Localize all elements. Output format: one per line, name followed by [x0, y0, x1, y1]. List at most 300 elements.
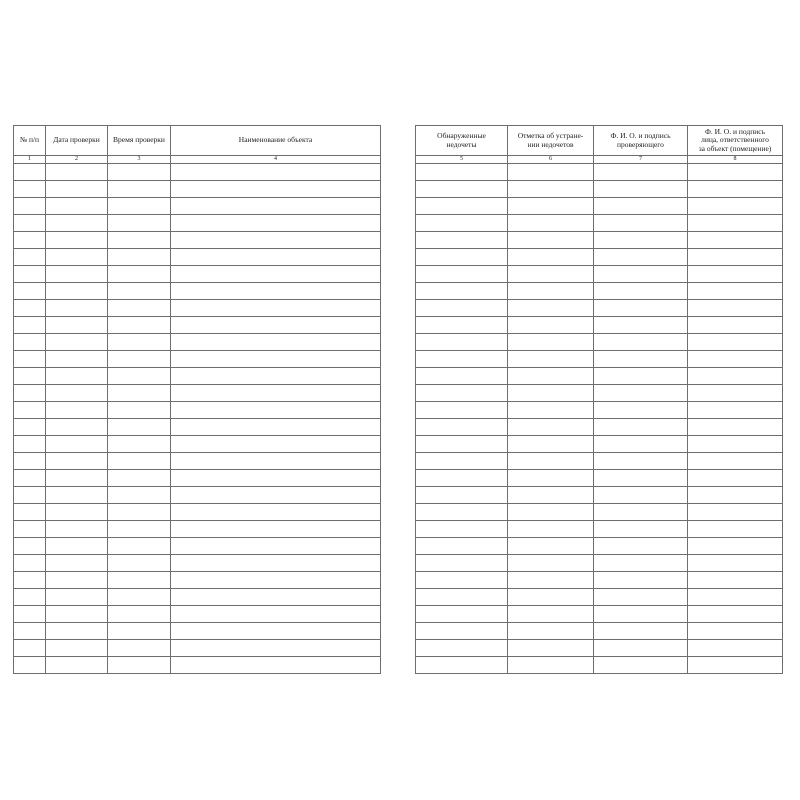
- table-row: [14, 198, 381, 215]
- table-cell: [171, 402, 381, 419]
- table-cell: [594, 385, 688, 402]
- table-cell: [688, 215, 783, 232]
- table-row: [14, 334, 381, 351]
- table-cell: [14, 181, 46, 198]
- left-page-body: [14, 164, 381, 674]
- table-cell: [171, 181, 381, 198]
- table-row: [416, 453, 783, 470]
- table-cell: [416, 164, 508, 181]
- col-defects-fixed-header: Отметка об устране- нии недочетов: [508, 126, 594, 156]
- table-row: [14, 470, 381, 487]
- table-cell: [508, 623, 594, 640]
- column-index: 2: [46, 156, 108, 164]
- table-row: [416, 504, 783, 521]
- table-cell: [508, 504, 594, 521]
- table-cell: [171, 470, 381, 487]
- table-cell: [508, 419, 594, 436]
- table-cell: [108, 657, 171, 674]
- table-cell: [171, 249, 381, 266]
- table-cell: [688, 504, 783, 521]
- col-check-time-header: Время проверки: [108, 126, 171, 156]
- table-row: [416, 640, 783, 657]
- table-cell: [108, 368, 171, 385]
- table-cell: [508, 402, 594, 419]
- table-row: [14, 266, 381, 283]
- table-cell: [508, 317, 594, 334]
- table-cell: [416, 300, 508, 317]
- table-cell: [108, 198, 171, 215]
- table-cell: [416, 198, 508, 215]
- table-row: [416, 538, 783, 555]
- table-row: [14, 368, 381, 385]
- table-cell: [688, 589, 783, 606]
- table-cell: [508, 555, 594, 572]
- table-row: [14, 606, 381, 623]
- table-row: [416, 419, 783, 436]
- table-row: [416, 623, 783, 640]
- left-page-table: [13, 125, 381, 674]
- table-cell: [594, 300, 688, 317]
- table-cell: [108, 589, 171, 606]
- table-cell: [508, 589, 594, 606]
- table-row: [14, 555, 381, 572]
- table-cell: [416, 402, 508, 419]
- table-cell: [108, 453, 171, 470]
- table-cell: [688, 487, 783, 504]
- table-cell: [688, 470, 783, 487]
- table-cell: [594, 623, 688, 640]
- table-cell: [594, 555, 688, 572]
- table-cell: [508, 334, 594, 351]
- table-cell: [416, 606, 508, 623]
- table-row: [416, 181, 783, 198]
- table-cell: [46, 249, 108, 266]
- table-cell: [594, 572, 688, 589]
- table-cell: [46, 198, 108, 215]
- table-row: [14, 300, 381, 317]
- table-cell: [14, 589, 46, 606]
- table-cell: [171, 385, 381, 402]
- table-cell: [14, 521, 46, 538]
- table-row: [416, 521, 783, 538]
- table-cell: [46, 657, 108, 674]
- table-cell: [14, 640, 46, 657]
- table-cell: [688, 419, 783, 436]
- table-cell: [171, 368, 381, 385]
- table-cell: [46, 606, 108, 623]
- table-cell: [416, 572, 508, 589]
- table-cell: [508, 164, 594, 181]
- table-row: [416, 249, 783, 266]
- table-cell: [594, 215, 688, 232]
- header-row: [416, 126, 783, 156]
- table-cell: [108, 606, 171, 623]
- table-cell: [416, 419, 508, 436]
- table-cell: [46, 283, 108, 300]
- table-cell: [171, 589, 381, 606]
- table-cell: [508, 640, 594, 657]
- table-row: [416, 232, 783, 249]
- table-row: [416, 572, 783, 589]
- table-row: [416, 487, 783, 504]
- table-cell: [171, 436, 381, 453]
- column-number-row: [14, 156, 381, 164]
- table-cell: [508, 215, 594, 232]
- table-cell: [688, 402, 783, 419]
- table-cell: [14, 538, 46, 555]
- table-cell: [14, 164, 46, 181]
- table-cell: [171, 266, 381, 283]
- table-row: [14, 623, 381, 640]
- table-cell: [108, 232, 171, 249]
- table-cell: [14, 385, 46, 402]
- table-cell: [171, 555, 381, 572]
- col-number-header: № п/п: [14, 126, 46, 156]
- table-cell: [14, 623, 46, 640]
- table-cell: [594, 640, 688, 657]
- table-cell: [171, 419, 381, 436]
- table-cell: [416, 181, 508, 198]
- table-row: [14, 640, 381, 657]
- table-cell: [108, 283, 171, 300]
- table-cell: [46, 453, 108, 470]
- table-cell: [594, 181, 688, 198]
- table-cell: [14, 487, 46, 504]
- table-cell: [108, 521, 171, 538]
- table-cell: [171, 538, 381, 555]
- table-cell: [46, 368, 108, 385]
- table-cell: [688, 283, 783, 300]
- table-cell: [688, 266, 783, 283]
- table-cell: [46, 504, 108, 521]
- table-cell: [416, 623, 508, 640]
- table-cell: [171, 215, 381, 232]
- table-cell: [14, 419, 46, 436]
- table-cell: [171, 606, 381, 623]
- column-index: 5: [416, 156, 508, 164]
- table-cell: [688, 232, 783, 249]
- table-cell: [171, 572, 381, 589]
- table-cell: [688, 606, 783, 623]
- table-cell: [508, 572, 594, 589]
- table-cell: [171, 657, 381, 674]
- table-cell: [46, 589, 108, 606]
- column-number-row: [416, 156, 783, 164]
- table-row: [416, 215, 783, 232]
- table-cell: [416, 521, 508, 538]
- table-row: [14, 521, 381, 538]
- table-cell: [416, 640, 508, 657]
- table-cell: [171, 164, 381, 181]
- table-cell: [416, 487, 508, 504]
- table-row: [14, 385, 381, 402]
- table-cell: [46, 232, 108, 249]
- table-cell: [14, 453, 46, 470]
- table-cell: [14, 657, 46, 674]
- table-cell: [594, 334, 688, 351]
- table-cell: [108, 538, 171, 555]
- table-row: [14, 453, 381, 470]
- column-index: 7: [594, 156, 688, 164]
- table-cell: [416, 538, 508, 555]
- table-cell: [14, 572, 46, 589]
- table-cell: [416, 589, 508, 606]
- table-cell: [46, 317, 108, 334]
- table-cell: [508, 249, 594, 266]
- table-cell: [688, 198, 783, 215]
- table-cell: [508, 283, 594, 300]
- table-cell: [46, 164, 108, 181]
- column-index: 1: [14, 156, 46, 164]
- table-cell: [14, 555, 46, 572]
- table-cell: [688, 572, 783, 589]
- table-cell: [508, 351, 594, 368]
- table-cell: [508, 198, 594, 215]
- table-cell: [416, 334, 508, 351]
- table-cell: [508, 300, 594, 317]
- table-cell: [108, 504, 171, 521]
- column-index: 4: [171, 156, 381, 164]
- table-row: [416, 657, 783, 674]
- table-row: [14, 419, 381, 436]
- table-cell: [508, 385, 594, 402]
- table-cell: [46, 555, 108, 572]
- table-cell: [46, 419, 108, 436]
- table-cell: [14, 368, 46, 385]
- table-cell: [108, 419, 171, 436]
- table-cell: [14, 232, 46, 249]
- table-cell: [594, 436, 688, 453]
- table-cell: [14, 266, 46, 283]
- table-cell: [594, 470, 688, 487]
- table-cell: [688, 640, 783, 657]
- table-cell: [688, 351, 783, 368]
- table-cell: [108, 623, 171, 640]
- table-cell: [171, 334, 381, 351]
- column-index: 3: [108, 156, 171, 164]
- table-row: [14, 232, 381, 249]
- table-cell: [171, 453, 381, 470]
- table-cell: [171, 504, 381, 521]
- table-row: [416, 317, 783, 334]
- table-row: [416, 283, 783, 300]
- table-row: [416, 436, 783, 453]
- col-responsible-person-header: Ф. И. О. и подпись лица, ответственного за объект (помещение): [688, 126, 783, 156]
- table-cell: [416, 436, 508, 453]
- table-row: [416, 470, 783, 487]
- table-cell: [508, 232, 594, 249]
- table-row: [14, 317, 381, 334]
- table-cell: [594, 589, 688, 606]
- table-cell: [688, 436, 783, 453]
- table-cell: [416, 657, 508, 674]
- table-cell: [416, 385, 508, 402]
- col-inspector-header: Ф. И. О. и подпись проверяющего: [594, 126, 688, 156]
- table-cell: [594, 657, 688, 674]
- table-cell: [46, 640, 108, 657]
- table-cell: [688, 623, 783, 640]
- table-cell: [688, 657, 783, 674]
- table-cell: [14, 249, 46, 266]
- table-cell: [14, 317, 46, 334]
- column-index: 6: [508, 156, 594, 164]
- table-row: [416, 402, 783, 419]
- table-cell: [108, 640, 171, 657]
- table-cell: [594, 317, 688, 334]
- table-cell: [594, 606, 688, 623]
- table-cell: [46, 436, 108, 453]
- table-cell: [416, 215, 508, 232]
- column-index: 8: [688, 156, 783, 164]
- table-cell: [416, 232, 508, 249]
- table-row: [416, 606, 783, 623]
- table-cell: [688, 300, 783, 317]
- table-cell: [14, 402, 46, 419]
- table-cell: [594, 198, 688, 215]
- table-cell: [171, 198, 381, 215]
- table-cell: [108, 436, 171, 453]
- table-cell: [46, 487, 108, 504]
- table-cell: [171, 521, 381, 538]
- table-cell: [688, 453, 783, 470]
- table-cell: [46, 334, 108, 351]
- table-row: [416, 351, 783, 368]
- table-row: [14, 215, 381, 232]
- table-cell: [46, 572, 108, 589]
- table-cell: [46, 300, 108, 317]
- table-cell: [108, 181, 171, 198]
- table-cell: [46, 351, 108, 368]
- col-object-name-header: Наименование объекта: [171, 126, 381, 156]
- table-cell: [688, 181, 783, 198]
- table-row: [14, 504, 381, 521]
- table-cell: [594, 521, 688, 538]
- table-cell: [594, 249, 688, 266]
- table-row: [14, 283, 381, 300]
- table-cell: [594, 504, 688, 521]
- table-cell: [46, 181, 108, 198]
- table-cell: [416, 266, 508, 283]
- table-cell: [14, 504, 46, 521]
- table-cell: [416, 504, 508, 521]
- table-cell: [108, 470, 171, 487]
- table-cell: [416, 351, 508, 368]
- right-page-body: [416, 164, 783, 674]
- table-cell: [46, 521, 108, 538]
- table-cell: [508, 436, 594, 453]
- table-cell: [508, 538, 594, 555]
- table-cell: [594, 538, 688, 555]
- table-row: [416, 198, 783, 215]
- table-cell: [416, 317, 508, 334]
- table-row: [14, 436, 381, 453]
- table-cell: [46, 385, 108, 402]
- table-row: [416, 300, 783, 317]
- table-row: [14, 538, 381, 555]
- table-cell: [416, 470, 508, 487]
- table-cell: [508, 487, 594, 504]
- table-cell: [594, 419, 688, 436]
- table-cell: [108, 572, 171, 589]
- table-cell: [108, 215, 171, 232]
- col-defects-found-header: Обнаруженные недочеты: [416, 126, 508, 156]
- header-row: [14, 126, 381, 156]
- table-row: [14, 572, 381, 589]
- table-cell: [594, 164, 688, 181]
- table-cell: [171, 351, 381, 368]
- table-cell: [508, 181, 594, 198]
- table-cell: [108, 555, 171, 572]
- table-cell: [416, 453, 508, 470]
- table-cell: [416, 368, 508, 385]
- table-cell: [688, 385, 783, 402]
- table-cell: [688, 368, 783, 385]
- table-cell: [108, 164, 171, 181]
- table-cell: [688, 334, 783, 351]
- table-row: [416, 555, 783, 572]
- table-cell: [108, 385, 171, 402]
- table-row: [14, 351, 381, 368]
- table-cell: [171, 623, 381, 640]
- table-cell: [108, 317, 171, 334]
- table-cell: [171, 487, 381, 504]
- table-cell: [594, 368, 688, 385]
- table-cell: [688, 555, 783, 572]
- table-row: [14, 249, 381, 266]
- table-cell: [14, 283, 46, 300]
- table-cell: [594, 232, 688, 249]
- table-cell: [46, 623, 108, 640]
- table-cell: [14, 606, 46, 623]
- table-row: [14, 487, 381, 504]
- table-cell: [594, 402, 688, 419]
- table-cell: [508, 657, 594, 674]
- table-row: [416, 334, 783, 351]
- table-cell: [508, 368, 594, 385]
- table-cell: [688, 249, 783, 266]
- table-cell: [171, 317, 381, 334]
- table-cell: [171, 640, 381, 657]
- table-cell: [14, 436, 46, 453]
- table-cell: [594, 487, 688, 504]
- table-cell: [14, 300, 46, 317]
- table-row: [14, 402, 381, 419]
- table-cell: [171, 283, 381, 300]
- table-cell: [688, 538, 783, 555]
- table-cell: [416, 249, 508, 266]
- table-cell: [171, 232, 381, 249]
- table-cell: [14, 470, 46, 487]
- table-cell: [594, 283, 688, 300]
- table-cell: [14, 351, 46, 368]
- table-row: [14, 657, 381, 674]
- table-cell: [14, 334, 46, 351]
- table-cell: [108, 351, 171, 368]
- table-cell: [108, 487, 171, 504]
- table-cell: [594, 351, 688, 368]
- table-cell: [416, 555, 508, 572]
- table-cell: [46, 402, 108, 419]
- table-cell: [594, 266, 688, 283]
- table-cell: [46, 215, 108, 232]
- table-row: [14, 164, 381, 181]
- table-cell: [508, 266, 594, 283]
- table-cell: [46, 266, 108, 283]
- table-cell: [46, 538, 108, 555]
- table-row: [14, 589, 381, 606]
- table-row: [416, 164, 783, 181]
- table-cell: [508, 470, 594, 487]
